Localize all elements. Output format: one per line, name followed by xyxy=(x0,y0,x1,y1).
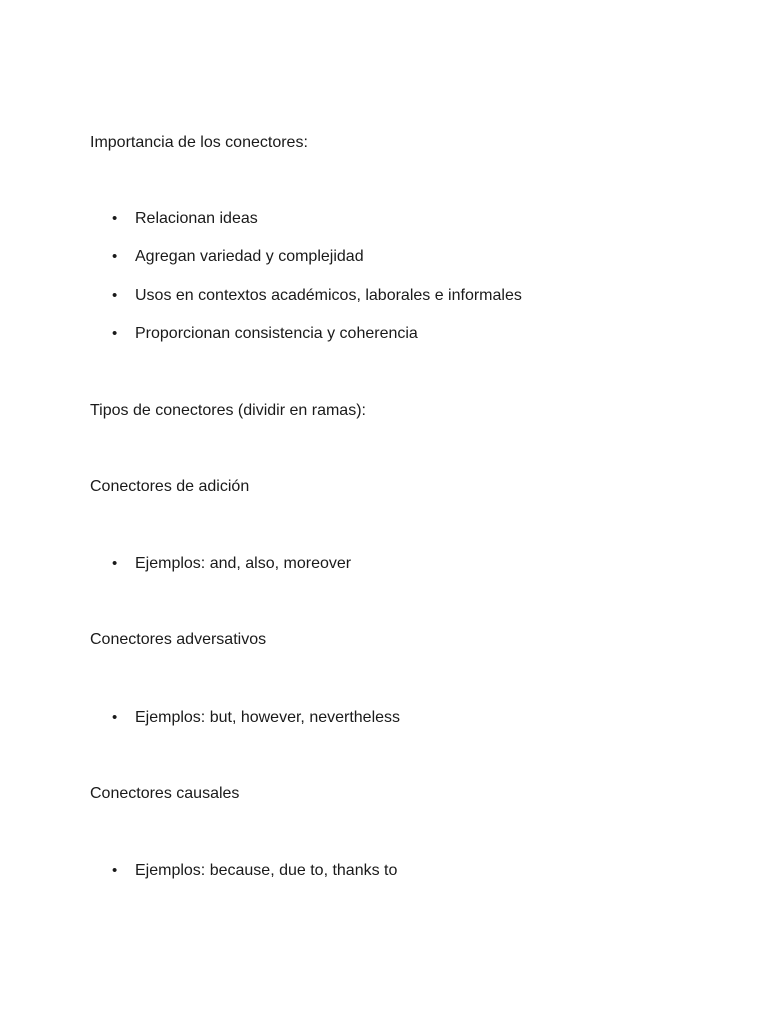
bullet-icon: • xyxy=(112,210,118,227)
list-item-text: Agregan variedad y complejidad xyxy=(135,248,364,265)
bullet-icon: • xyxy=(112,709,118,726)
list-item-text: Proporcionan consistencia y coherencia xyxy=(135,325,418,342)
list-item-text: Usos en contextos académicos, laborales e informales xyxy=(135,287,522,304)
list-item xyxy=(112,247,364,267)
heading-tipos: Tipos de conectores (dividir en ramas): xyxy=(90,402,366,419)
heading-adversativos: Conectores adversativos xyxy=(90,631,267,648)
list-item-text: Ejemplos: and, also, moreover xyxy=(135,555,352,572)
bullet-icon: • xyxy=(112,248,118,265)
bullet-icon: • xyxy=(112,555,118,572)
heading-importancia: Importancia de los conectores: xyxy=(90,134,308,151)
list-item xyxy=(112,286,522,306)
bullet-icon: • xyxy=(112,325,118,342)
list-item xyxy=(112,209,258,229)
heading-causales: Conectores causales xyxy=(90,785,240,802)
list-item xyxy=(112,554,351,574)
bullet-icon: • xyxy=(112,862,118,879)
list-item-text: Ejemplos: but, however, nevertheless xyxy=(135,709,401,726)
heading-adicion: Conectores de adición xyxy=(90,478,250,495)
list-item xyxy=(112,324,418,344)
list-item xyxy=(112,861,397,881)
list-item-text: Relacionan ideas xyxy=(135,210,258,227)
list-item xyxy=(112,708,400,728)
bullet-icon: • xyxy=(112,287,118,304)
list-item-text: Ejemplos: because, due to, thanks to xyxy=(135,862,398,879)
